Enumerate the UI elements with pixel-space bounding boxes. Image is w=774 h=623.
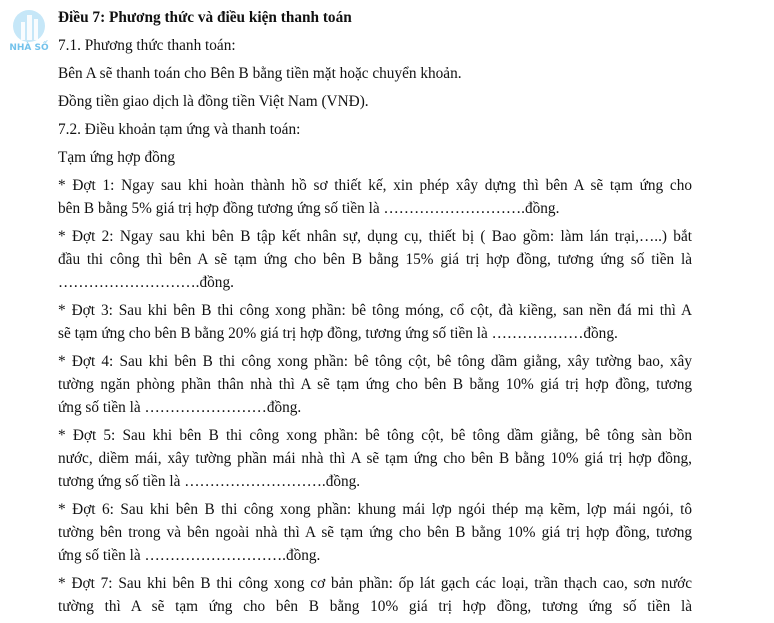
paragraph-line: tương ứng số tiền là ……………………….đồng. xyxy=(58,473,361,490)
paragraph-line: * Đợt 7: Sau khi bên B thi công xong cơ bản phần: ốp lát gạch các loại, trần thạch cao, sơn nước xyxy=(58,575,692,592)
paragraph xyxy=(58,174,692,220)
paragraph xyxy=(58,62,692,85)
paragraph-line: tường thì A sẽ tạm ứng cho bên B bằng 10% giá trị hợp đồng, tương ứng số tiền là xyxy=(58,598,692,615)
paragraph xyxy=(58,146,692,169)
paragraph-line: tường bên trong và bên ngoài nhà thì A sẽ tạm ứng cho bên B bằng 10% giá trị hợp đồng, tương xyxy=(58,524,692,541)
document-body xyxy=(58,6,692,623)
svg-text:NHÀ SỐ: NHÀ SỐ xyxy=(9,43,49,52)
paragraph-line: tường ngăn phòng phần thân nhà thì A sẽ tạm ứng cho bên B bằng 10% giá trị hợp đồng, tương xyxy=(58,376,692,393)
paragraph-line: * Đợt 4: Sau khi bên B thi công xong phần: bê tông cột, bê tông dầm giằng, xây tường bao, xây xyxy=(58,353,692,370)
paragraph xyxy=(58,34,692,57)
paragraph-line: * Đợt 5: Sau khi bên B thi công xong phần: bê tông cột, bê tông dầm giằng, bê tông sàn bồn xyxy=(58,427,692,444)
paragraph-line: đầu thi công thì bên A sẽ tạm ứng cho bên B bằng 15% giá trị hợp đồng, tương ứng số tiền là xyxy=(58,251,692,268)
section-heading xyxy=(58,6,692,29)
paragraph-line: Tạm ứng hợp đồng xyxy=(58,149,176,166)
paragraph-line: bên B bằng 5% giá trị hợp đồng tương ứng số tiền là ……………………….đồng. xyxy=(58,200,560,217)
paragraph-list xyxy=(58,34,692,618)
paragraph-line: ứng số tiền là ……………………….đồng. xyxy=(58,547,321,564)
paragraph xyxy=(58,118,692,141)
paragraph xyxy=(58,572,692,618)
paragraph-line: 7.1. Phương thức thanh toán: xyxy=(58,37,236,54)
paragraph-line: sẽ tạm ứng cho bên B bằng 20% giá trị hợp đồng, tương ứng số tiền là ………………đồng. xyxy=(58,325,618,342)
paragraph-line: * Đợt 1: Ngay sau khi hoàn thành hồ sơ thiết kế, xin phép xây dựng thì bên A sẽ tạm ứng cho xyxy=(58,177,692,194)
paragraph-line: 7.2. Điều khoản tạm ứng và thanh toán: xyxy=(58,121,301,138)
paragraph xyxy=(58,350,692,419)
paragraph xyxy=(58,225,692,294)
paragraph-line: Bên A sẽ thanh toán cho Bên B bằng tiền mặt hoặc chuyển khoản. xyxy=(58,65,462,82)
paragraph xyxy=(58,498,692,567)
heading-text: Điều 7: Phương thức và điều kiện thanh toán xyxy=(58,9,352,26)
nha-so-watermark-logo xyxy=(2,8,56,52)
paragraph-line: ứng số tiền là ……………………đồng. xyxy=(58,399,302,416)
paragraph-line: * Đợt 6: Sau khi bên B thi công xong phần: khung mái lợp ngói thép mạ kẽm, lợp mái ngói, tô xyxy=(58,501,692,518)
paragraph-line: Đồng tiền giao dịch là đồng tiền Việt Nam (VNĐ). xyxy=(58,93,369,110)
paragraph xyxy=(58,299,692,345)
paragraph-line: * Đợt 3: Sau khi bên B thi công xong phần: bê tông móng, cổ cột, đà kiềng, san nền đá mi thì A xyxy=(58,302,692,319)
paragraph-line: * Đợt 2: Ngay sau khi bên B tập kết nhân sự, dụng cụ, thiết bị ( Bao gồm: làm lán trại,…..) bắt xyxy=(58,228,692,245)
paragraph-line: nước, diềm mái, xây tường phần mái nhà thì A sẽ tạm ứng cho bên B bằng 10% giá trị hợp đồng, xyxy=(58,450,692,467)
paragraph-line: ……………………….đồng. xyxy=(58,274,234,291)
paragraph xyxy=(58,424,692,493)
paragraph xyxy=(58,90,692,113)
